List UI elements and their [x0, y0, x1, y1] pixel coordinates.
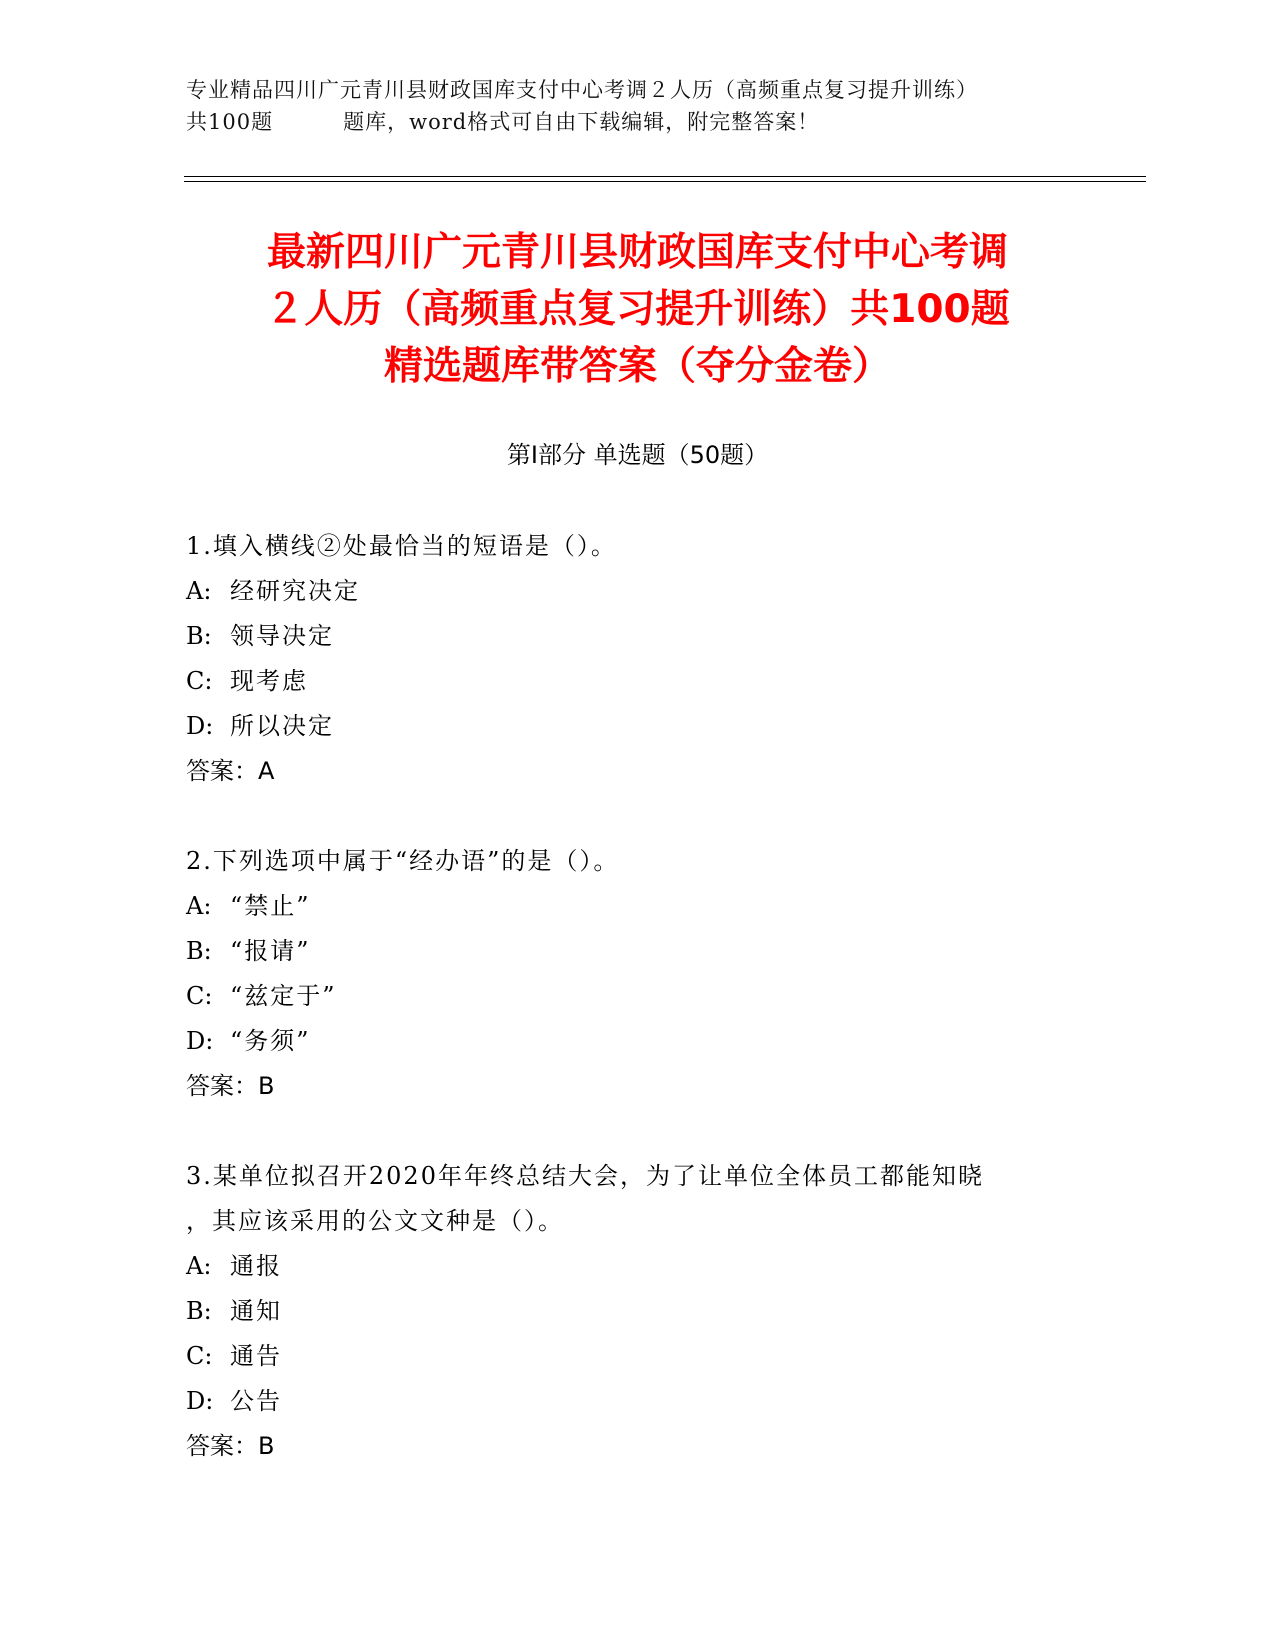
option-text: 通知 — [230, 1297, 282, 1325]
option-label: C: — [186, 1342, 213, 1370]
option-text: “报请” — [230, 937, 311, 965]
question-3-option-c — [186, 1334, 1086, 1379]
option-text: “禁止” — [230, 892, 311, 920]
question-1-answer: 答案：A — [186, 757, 275, 785]
question-2-option-b — [186, 929, 1086, 974]
option-label: D: — [186, 1027, 214, 1055]
question-3-option-a — [186, 1244, 1086, 1289]
title-line-2: ２人历（高频重点复习提升训练）共100题 — [265, 287, 1010, 332]
question-3-stem-line-2: ，其应该采用的公文文种是（）。 — [186, 1207, 564, 1235]
title-line-1: 最新四川广元青川县财政国库支付中心考调 — [266, 230, 1008, 275]
header-divider-bottom — [184, 181, 1146, 182]
option-label: D: — [186, 1387, 214, 1415]
document-title — [150, 224, 1125, 395]
question-1-option-c — [186, 659, 1086, 704]
question-1 — [186, 524, 1086, 794]
option-label: D: — [186, 712, 214, 740]
option-label: C: — [186, 667, 213, 695]
option-text: 通报 — [230, 1252, 282, 1280]
option-label: B: — [186, 1297, 212, 1325]
option-label: A: — [186, 1252, 212, 1280]
header-divider-top — [184, 176, 1146, 177]
option-text: 现考虑 — [230, 667, 308, 695]
option-text: “兹定于” — [230, 982, 337, 1010]
option-label: B: — [186, 937, 212, 965]
question-2-answer: 答案：B — [186, 1072, 275, 1100]
question-1-option-d — [186, 704, 1086, 749]
question-1-option-b — [186, 614, 1086, 659]
question-1-option-a — [186, 569, 1086, 614]
option-text: 所以决定 — [230, 712, 334, 740]
option-text: 经研究决定 — [230, 577, 360, 605]
header-line-2 — [186, 106, 1086, 138]
title-line-3: 精选题库带答案（夺分金卷） — [383, 344, 891, 389]
option-label: A: — [186, 892, 212, 920]
option-text: 公告 — [230, 1387, 282, 1415]
option-text: 领导决定 — [230, 622, 334, 650]
option-label: A: — [186, 577, 212, 605]
question-3-option-d — [186, 1379, 1086, 1424]
header-description: 题库，word格式可自由下载编辑，附完整答案！ — [343, 110, 820, 134]
question-2-option-c — [186, 974, 1086, 1019]
option-text: “务须” — [230, 1027, 311, 1055]
option-label: C: — [186, 982, 213, 1010]
question-3-stem-line-1: 3.某单位拟召开2020年年终总结大会，为了让单位全体员工都能知晓 — [186, 1162, 984, 1190]
question-3-answer: 答案：B — [186, 1432, 275, 1460]
header-line-1: 专业精品四川广元青川县财政国库支付中心考调２人历（高频重点复习提升训练） — [186, 78, 978, 102]
question-1-stem: 1.填入横线②处最恰当的短语是（）。 — [186, 532, 617, 560]
question-2-option-a — [186, 884, 1086, 929]
option-label: B: — [186, 622, 212, 650]
question-3-option-b — [186, 1289, 1086, 1334]
option-text: 通告 — [230, 1342, 282, 1370]
question-2-stem: 2.下列选项中属于“经办语”的是（）。 — [186, 847, 620, 875]
question-2 — [186, 839, 1086, 1109]
section-heading: 第Ⅰ部分 单选题（50题） — [506, 441, 769, 469]
header-count: 共100题 — [186, 110, 274, 134]
question-2-option-d — [186, 1019, 1086, 1064]
page-header — [186, 74, 1086, 138]
question-3 — [186, 1154, 1086, 1469]
